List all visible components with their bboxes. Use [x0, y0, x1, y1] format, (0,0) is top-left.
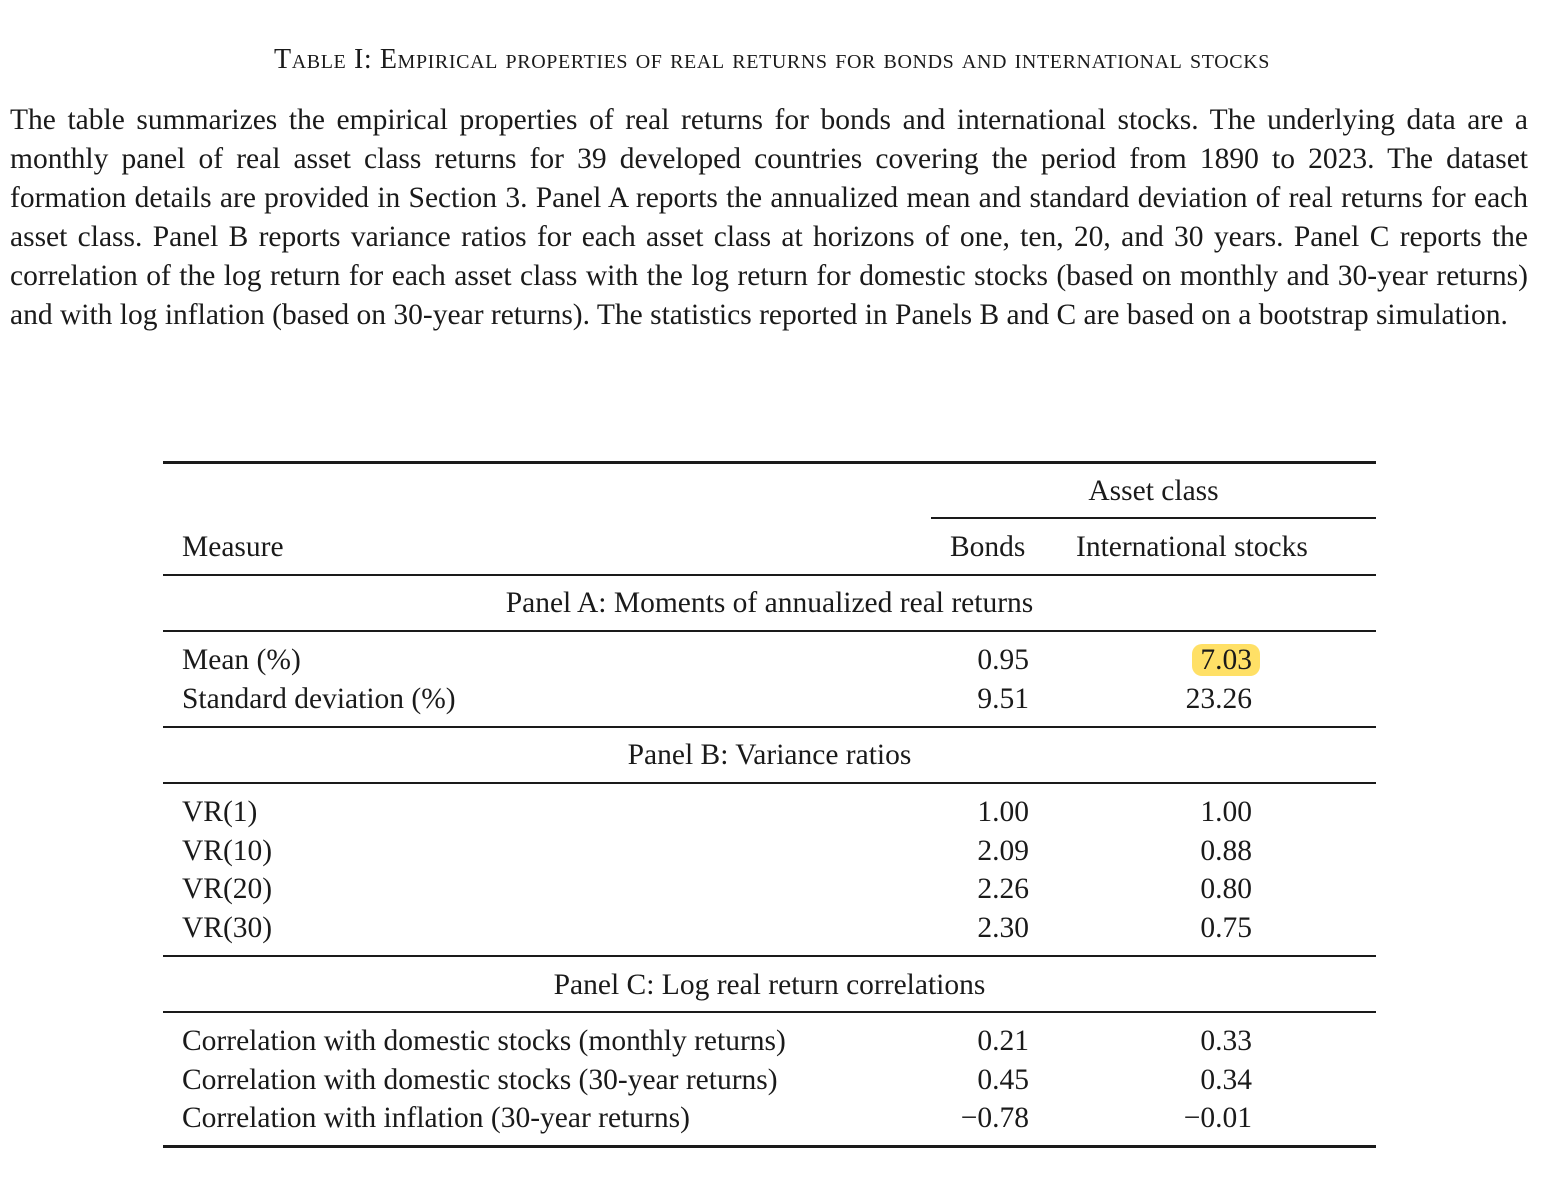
panel-c-rule [163, 1011, 1376, 1013]
group-header-asset-class: Asset class [1088, 475, 1219, 507]
row-label-mean: Mean (%) [182, 644, 301, 676]
row-label-corr-inflation: Correlation with inflation (30-year returns) [182, 1102, 690, 1134]
panel-a-rule [163, 630, 1376, 632]
cell-bonds-vr30: 2.30 [977, 912, 1029, 944]
cell-intl-mean [1200, 643, 1252, 677]
table-description: The table summarizes the empirical properties of real returns for bonds and international stocks. The underlying data are a monthly panel of real asset class returns for 39 developed countries covering the period from 1890 to 2023. The dataset formation details are provided in Section 3. Panel A reports the annualized mean and standard deviation of real returns for each asset class. Panel B reports variance ratios for each asset class at horizons of one, ten, 20, and 30 years. Panel C reports the correlation of the log return for each asset class with the log return for domestic stocks (based on monthly and 30-year returns) and with log inflation (based on 30-year returns). The statistics reported in Panels B and C are based on a bootstrap simulation. [10, 104, 1528, 331]
panel-c-top-rule [163, 955, 1376, 957]
panel-b-rule [163, 782, 1376, 784]
col-header-international-stocks: International stocks [1076, 531, 1308, 563]
cell-bonds-vr10: 2.09 [977, 835, 1029, 867]
panel-a-title: Panel A: Moments of annualized real returns [505, 587, 1034, 619]
cell-intl-std: 23.26 [1185, 683, 1252, 715]
row-label-vr20: VR(20) [182, 873, 273, 905]
row-label-vr10: VR(10) [182, 835, 273, 867]
top-rule [163, 461, 1376, 464]
group-header-rule [931, 517, 1376, 519]
cell-intl-vr1: 1.00 [1200, 796, 1252, 828]
cell-intl-vr20: 0.80 [1200, 873, 1252, 905]
row-label-corr-monthly: Correlation with domestic stocks (monthly returns) [182, 1025, 786, 1057]
cell-intl-corr-inflation: −0.01 [1183, 1102, 1252, 1134]
panel-b-title: Panel B: Variance ratios [627, 739, 912, 771]
row-label-vr30: VR(30) [182, 912, 273, 944]
header-rule [163, 574, 1376, 576]
cell-intl-corr-monthly: 0.33 [1200, 1025, 1252, 1057]
cell-intl-vr10: 0.88 [1200, 835, 1252, 867]
bottom-rule [163, 1145, 1376, 1148]
panel-c-title: Panel C: Log real return correlations [553, 969, 986, 1001]
row-label-vr1: VR(1) [182, 796, 258, 828]
col-header-bonds: Bonds [950, 531, 1026, 563]
cell-bonds-vr20: 2.26 [977, 873, 1029, 905]
cell-bonds-corr-monthly: 0.21 [977, 1025, 1029, 1057]
cell-bonds-corr-30yr: 0.45 [977, 1064, 1029, 1096]
col-header-measure: Measure [182, 531, 284, 563]
cell-bonds-std: 9.51 [977, 683, 1029, 715]
row-label-corr-30yr: Correlation with domestic stocks (30-year returns) [182, 1064, 778, 1096]
row-label-std: Standard deviation (%) [182, 683, 456, 715]
cell-bonds-vr1: 1.00 [977, 796, 1029, 828]
highlight-mark: 7.03 [1192, 644, 1260, 676]
cell-bonds-corr-inflation: −0.78 [960, 1102, 1029, 1134]
cell-intl-vr30: 0.75 [1200, 912, 1252, 944]
cell-intl-corr-30yr: 0.34 [1200, 1064, 1252, 1096]
cell-bonds-mean: 0.95 [977, 644, 1029, 676]
panel-b-top-rule [163, 726, 1376, 728]
table-caption: Table I: Empirical properties of real returns for bonds and international stocks [274, 44, 1270, 75]
